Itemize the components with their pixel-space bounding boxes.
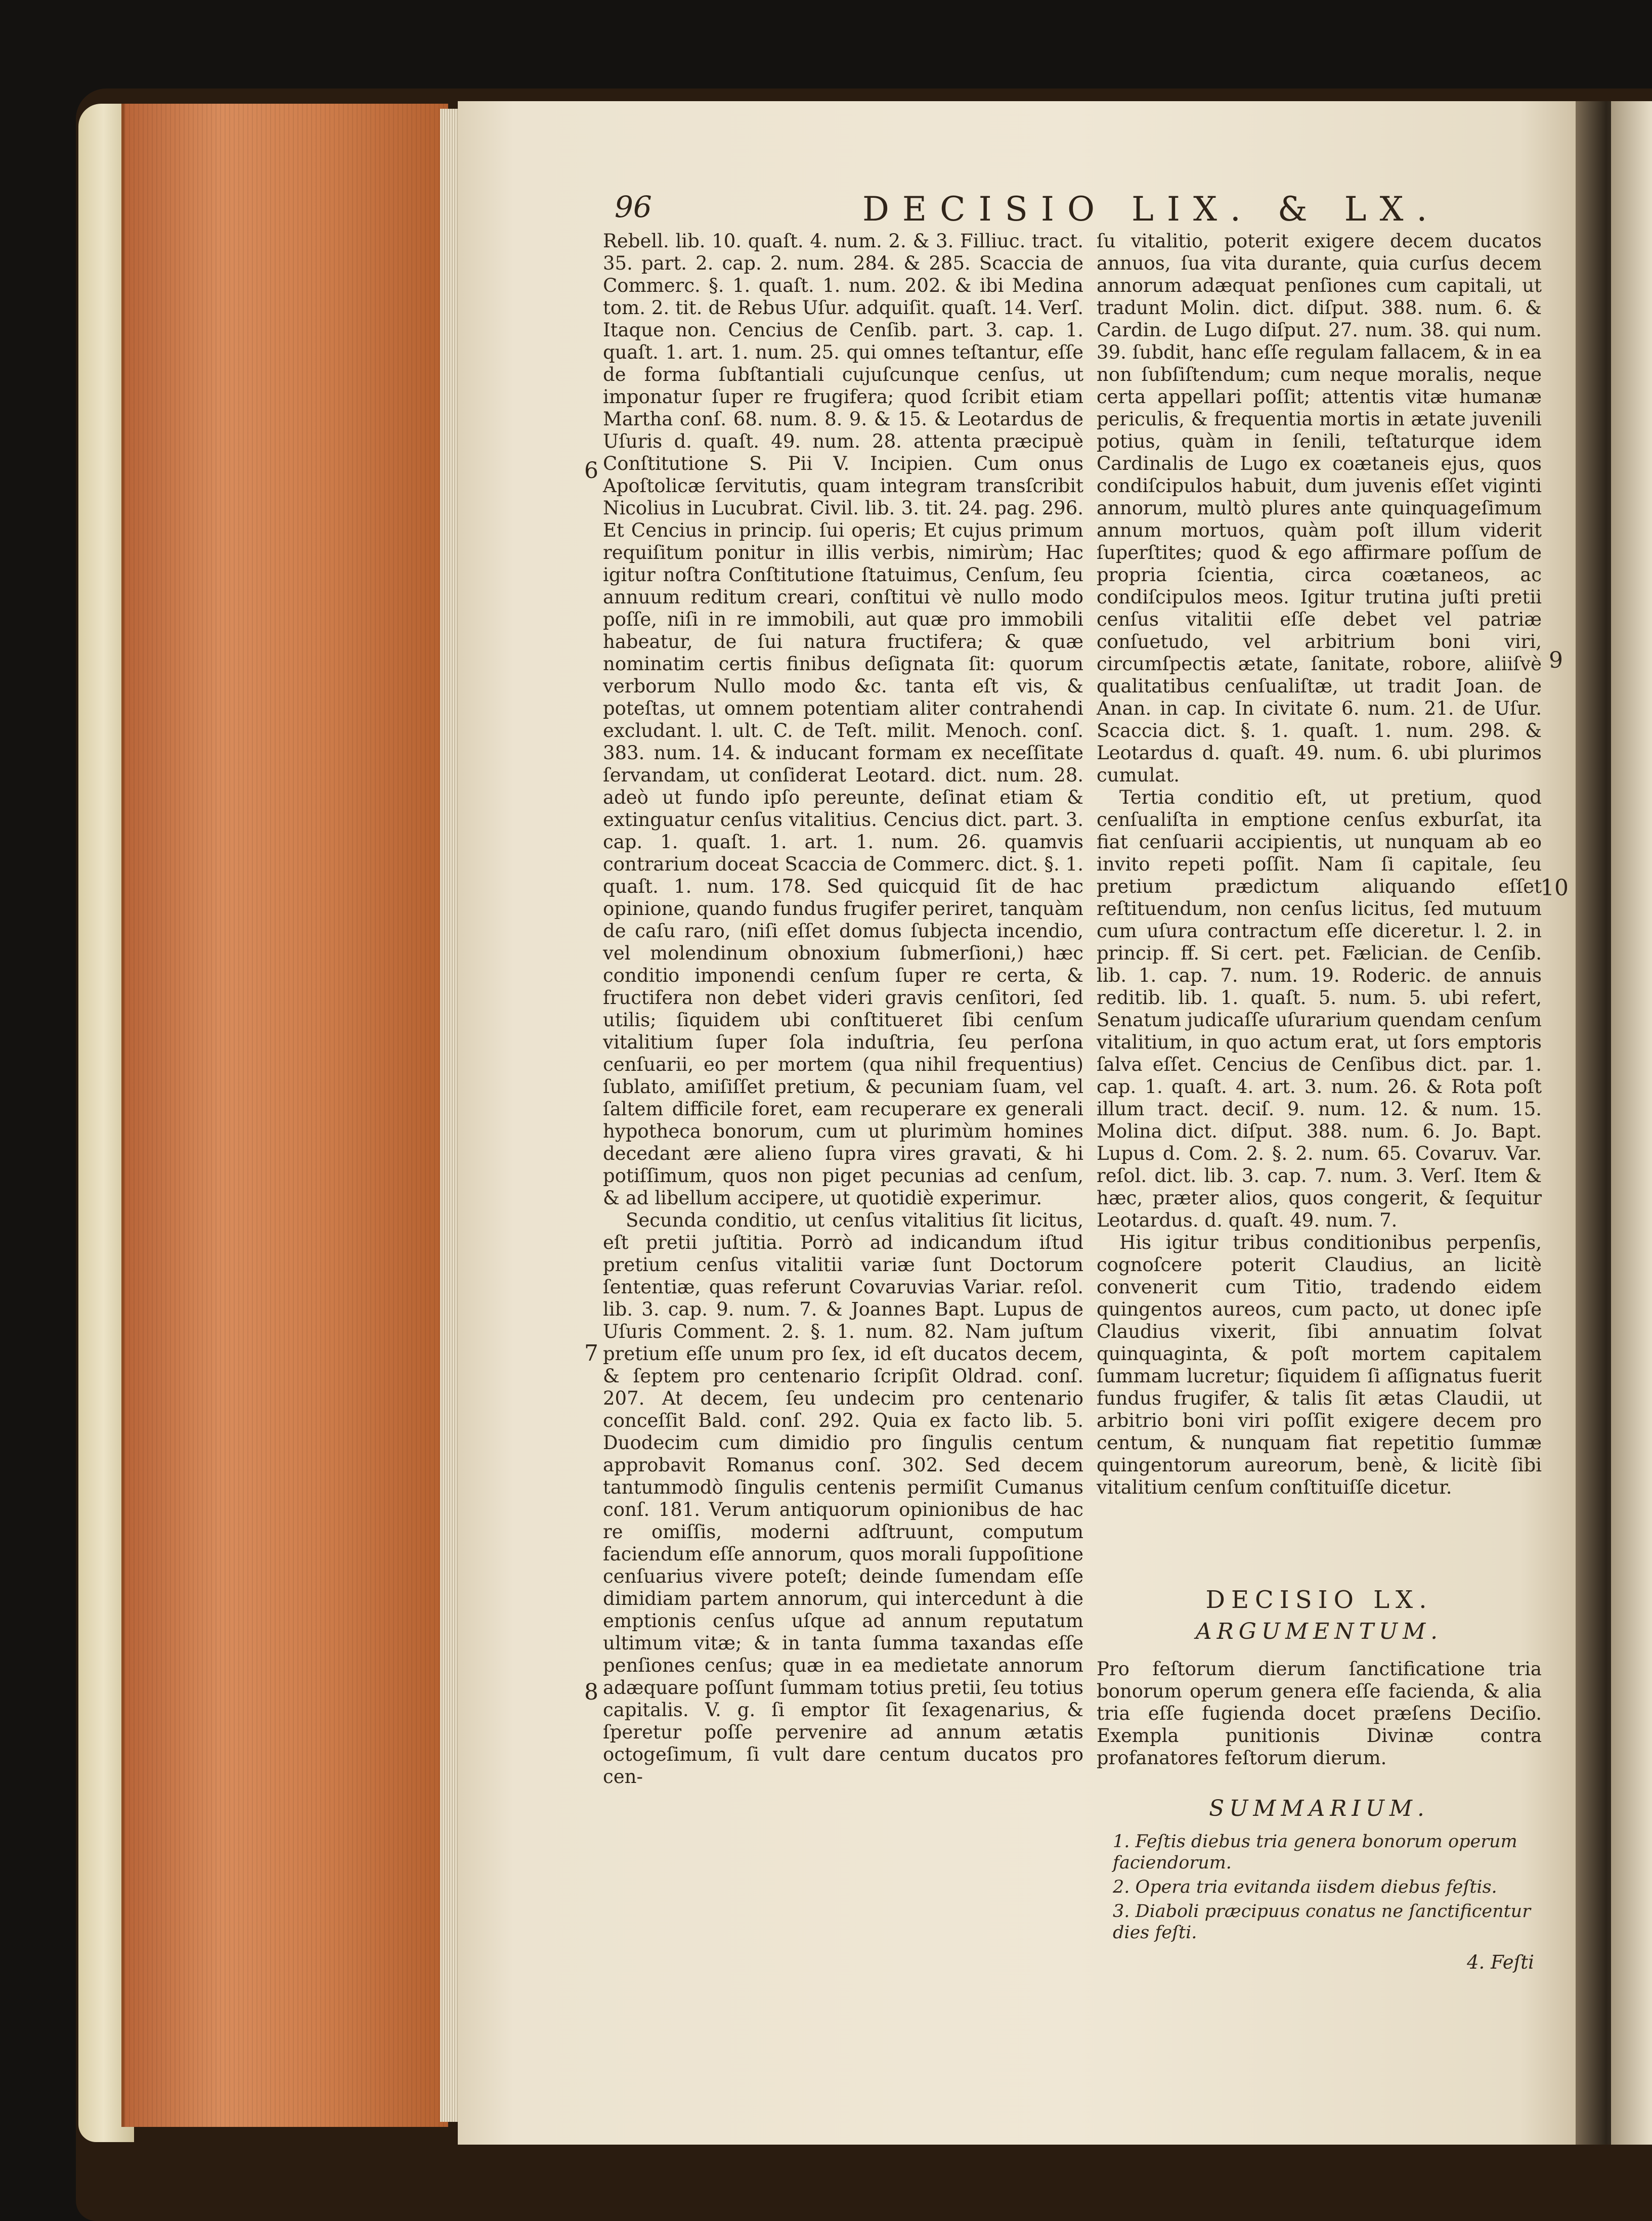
margin-number: 8: [584, 1679, 598, 1705]
paragraph: Tertia conditio eſt, ut pretium, quod cenſualiſta in emptione cenſus exburſat, ita fiat cenſuarii accipientis, ut nunquam ab eo invito repeti poſſit. Nam ſi capitale, ſeu pretium prædictum aliquando eſſet reſtituendum, non cenſus licitus, ſed mutuum cum uſura contractum eſſe diceretur. l. 2. in princip. ff. Si cert. pet. Fælician. de Cenſib. lib. 1. cap. 7. num. 19. Roderic. de annuis reditib. lib. 1. quaſt. 5. num. 5. ubi refert, Senatum judicaſſe uſurarium quendam cenſum vitalitium, in quo actum erat, ut ſors emptoris ſalva eſſet. Cencius de Cenſibus dict. par. 1. cap. 1. quaſt. 4. art. 3. num. 26. & Rota poſt illum tract. deciſ. 9. num. 12. & num. 15. Molina dict. diſput. 388. num. 6. Jo. Bapt. Lupus d. Com. 2. §. 2. num. 65. Covaruv. Var. reſol. dict. lib. 3. cap. 7. num. 3. Verſ. Item & hæc, præter alios, quos congerit, & ſequitur Leotardus. d. quaſt. 49. num. 7.: [1097, 787, 1542, 1231]
catchword: 4. Feſti: [1467, 1951, 1535, 1973]
list-item: 2. Opera tria evitanda iisdem diebus feſtis.: [1113, 1877, 1497, 1897]
page-edges: [440, 109, 460, 2122]
paragraph: Rebell. lib. 10. quaſt. 4. num. 2. & 3. Filliuc. tract. 35. part. 2. cap. 2. num. 284. & 285. Scaccia de Commerc. §. 1. quaſt. 1. num. 202. & ibi Medina tom. 2. tit. de Rebus Uſur. adquiſit. quaſt. 14. Verſ. Itaque non. Cencius de Cenſib. part. 3. cap. 1. quaſt. 1. art. 1. num. 25. qui omnes teſtantur, eſſe de forma ſubſtantiali cujuſcunque cenſus, ut imponatur ſuper re frugifera; quod ſcribit etiam Martha conſ. 68. num. 8. 9. & 15. & Leotardus de Uſuris d. quaſt. 49. num. 28. attenta præcipuè Conſtitutione S. Pii V. Incipien. Cum onus Apoſtolicæ ſervitutis, quam integram transſcribit Nicolius in Lucubrat. Civil. lib. 3. tit. 24. pag. 296. Et Cencius in princip. ſui operis; Et cujus primum requiſitum ponitur in illis verbis, nimirùm; Hac igitur noſtra Conſtitutione ſtatuimus, Cenſum, ſeu annuum reditum creari, conſtitui vè nullo modo poſſe, niſi in re immobili, aut quæ pro immobili habeatur, de ſui natura fructifera; & quæ nominatim certis finibus deſignata ſit: quorum verborum Nullo modo &c. tanta eſt vis, & poteſtas, ut omnem potentiam aliter contrahendi excludant. l. ult. C. de Teſt. milit. Menoch. conſ. 383. num. 14. & inducant formam ex neceſſitate ſervandam, ut conſiderat Leotard. dict. num. 28. adeò ut fundo ipſo pereunte, deſinat etiam & extinguatur cenſus vitalitius. Cencius dict. part. 3. cap. 1. quaſt. 1. art. 1. num. 26. quamvis contrarium doceat Scaccia de Commerc. dict. §. 1. quaſt. 1. num. 178. Sed quicquid ſit de hac opinione, quando fundus frugifer periret, tanquàm de caſu raro, (niſi eſſet domus ſubjecta incendio, vel molendinum obnoxium ſubmerſioni,) hæc conditio imponendi cenſum ſuper re certa, & fructifera non debet videri gravis cenſitori, ſed utilis; ſiquidem ubi conſtitueret ſibi cenſum vitalitium ſuper ſola induſtria, ſeu perſona cenſuarii, eo per mortem (qua nihil frequentius) ſublato, amiſiſſet pretium, & pecuniam ſuam, vel ſaltem difficile foret, eam recuperare ex generali hypotheca bonorum, cum ut plurimùm homines decedant ære alieno ſupra vires gravati, & hi potiſſimum, quos non piget pecunias ad cenſum, & ad libellum accipere, ut quotidiè experimur.: [603, 230, 1083, 1209]
decisio-title: DECISIO LX.: [1205, 1586, 1433, 1614]
margin-number: 7: [584, 1340, 598, 1366]
summarium-heading: SUMMARIUM.: [1209, 1796, 1429, 1821]
page-header: [615, 190, 1535, 235]
paragraph: His igitur tribus conditionibus perpenſis, cognoſcere poterit Claudius, an licitè convenerit cum Titio, tradendo eidem quingentos aureos, cum pacto, ut donec ipſe Claudius vixerit, ſibi annuatim ſolvat quinquaginta, & poſt mortem capitalem ſummam lucretur; ſiquidem ſi aſſignatus fuerit fundus frugifer, & talis ſit ætas Claudii, ut arbitrio boni viri poſſit exigere decem pro centum, & nunquam fiat repetitio ſummæ quingentorum aureorum, benè, & licitè ſibi vitalitium cenſum conſtituiſſe dicetur.: [1097, 1232, 1542, 1498]
paragraph: ſu vitalitio, poterit exigere decem ducatos annuos, ſua vita durante, quia curſus decem annorum adæquat penſiones cum capitali, ut tradunt Molin. dict. diſput. 388. num. 6. & Cardin. de Lugo diſput. 27. num. 38. qui num. 39. ſubdit, hanc eſſe regulam fallacem, & in ea non ſubſiſtendum; cum neque moralis, neque certa appellari poſſit; attentis vitæ humanæ periculis, & frequentia mortis in ætate juvenili potius, quàm in ſenili, teſtaturque idem Cardinalis de Lugo ex coætaneis ejus, quos condiſcipulos habuit, dum juvenis eſſet viginti annorum, multò plures ante quinquageſimum annum mortuos, quàm poſt illum viderit ſuperſtites; quod & ego affirmare poſſum de propria ſcientia, circa coætaneos, ac condiſcipulos meos. Igitur trutina juſti pretii cenſus vitalitii eſſe debet vel patriæ conſuetudo, vel arbitrium boni viri, circumſpectis ætate, ſanitate, robore, aliiſvè qualitatibus cenſualiſtæ, ut tradit Joan. de Anan. in cap. In civitate 6. num. 21. de Uſur. Scaccia dict. §. 1. quaſt. 1. num. 298. & Leotardus d. quaſt. 49. num. 6. ubi plurimos cumulat.: [1097, 230, 1542, 786]
page-number: 96: [615, 190, 652, 224]
left-column: [603, 230, 1083, 1788]
argumentum-text: Pro feſtorum dierum ſanctificatione tria bonorum operum genera eſſe facienda, & alia tria eſſe fugienda docet præſens Deciſio. Exempla punitionis Divinæ contra profanatores feſtorum dierum.: [1097, 1658, 1542, 1769]
running-title: DECISIO LIX. & LX.: [862, 190, 1441, 229]
summarium-list: [1113, 1831, 1538, 1946]
paragraph: Secunda conditio, ut cenſus vitalitius ſit licitus, eſt pretii juſtitia. Porrò ad indicandum iſtud pretium cenſus vitalitii variæ ſunt Doctorum ſententiæ, quas referunt Covaruvias Variar. reſol. lib. 3. cap. 9. num. 7. & Joannes Bapt. Lupus de Uſuris Comment. 2. §. 1. num. 82. Nam juſtum pretium eſſe unum pro ſex, id eſt ducatos decem, & ſeptem pro centenario ſcripſit Oldrad. conſ. 207. At decem, ſeu undecim pro centenario conceſſit Bald. conſ. 292. Quia ex facto lib. 5. Duodecim cum dimidio pro ſingulis centum approbavit Romanus conſ. 302. Sed decem tantummodò ſingulis centenis permiſit Cumanus conſ. 181. Verum antiquorum opinionibus de hac re omiſſis, moderni adſtruunt, computum faciendum eſſe annorum, quos morali ſuppoſitione cenſuarius vivere poteſt; deinde ſumendam eſſe dimidiam partem annorum, qui intercedunt à die emptionis cenſus uſque ad annum reputatum ultimum vitæ; & in tanta ſumma taxandas eſſe penſiones cenſus; quæ in ea medietate annorum adæquare poſſunt ſummam totius pretii, ſeu totius capitalis. V. g. ſi emptor ſit ſexagenarius, & ſperetur poſſe pervenire ad annum ætatis octogeſimum, ſi vult dare centum ducatos pro cen-: [603, 1209, 1083, 1788]
margin-number: 6: [584, 458, 598, 484]
list-item: 3. Diaboli præcipuus conatus ne ſanctificentur dies feſti.: [1113, 1901, 1531, 1943]
right-column: [1097, 230, 1542, 1499]
book-fore-edge: [121, 104, 448, 2127]
argumentum-heading: ARGUMENTUM.: [1195, 1619, 1443, 1644]
margin-number: 10: [1540, 875, 1569, 901]
margin-number: 9: [1549, 647, 1563, 673]
list-item: 1. Feſtis diebus tria genera bonorum operum faciendorum.: [1113, 1832, 1517, 1873]
facing-page-edge: [1611, 101, 1652, 2145]
